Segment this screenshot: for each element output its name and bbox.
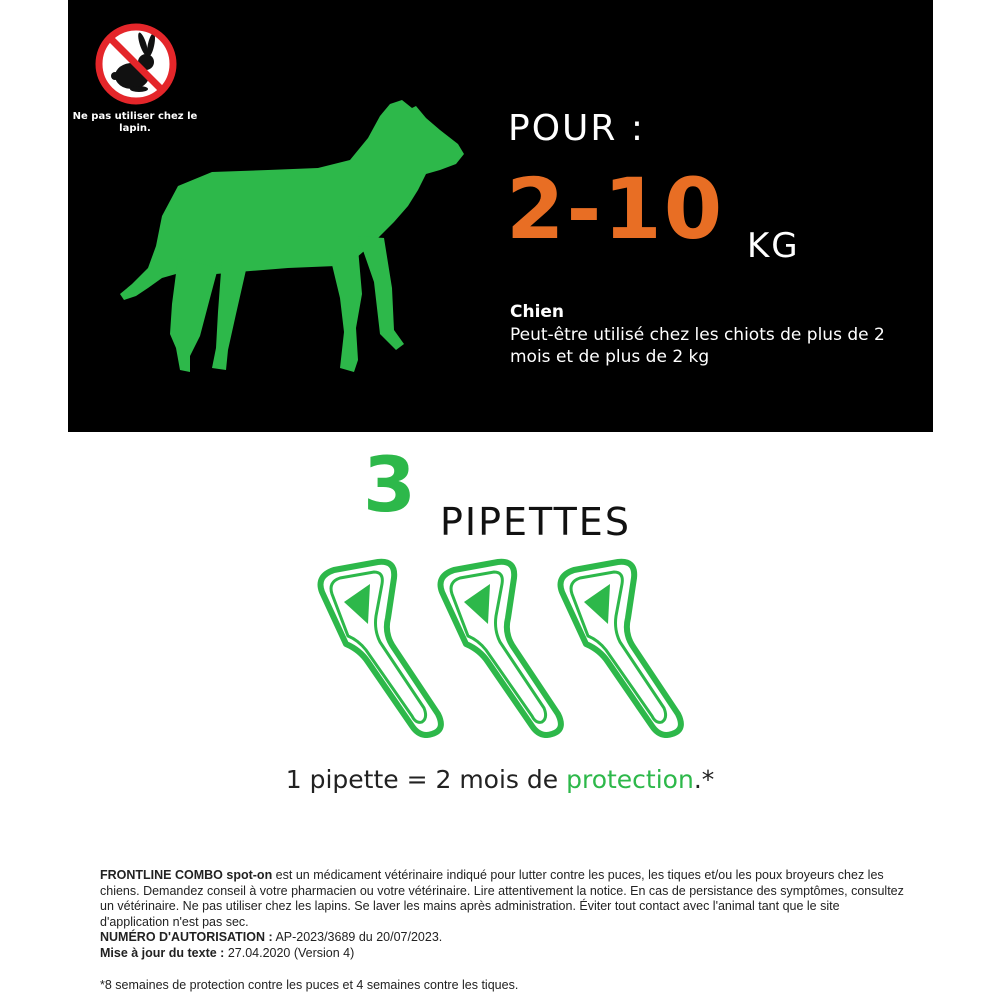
update-line	[100, 946, 910, 962]
pipette-icon	[428, 558, 568, 738]
legal-body: est un médicament vétérinaire indiqué pour lutter contre les puces, les tiques et/ou les poux broyeurs chez les chiens. Demandez conseil à votre pharmacien ou votre vétérinaire. Lire attentivement la notice. En cas de persistance des symptômes, consultez un vétérinaire. Ne pas utiliser chez les lapins. Se laver les mains après administration. Éviter tout contact avec l'animal tant que le site d'application n'est pas sec.	[100, 868, 904, 929]
product-name: FRONTLINE COMBO spot-on	[100, 868, 273, 882]
pipette-count-label: PIPETTES	[440, 500, 631, 544]
update-label: Mise à jour du texte :	[100, 945, 225, 960]
authorization-line	[100, 930, 910, 946]
species-label: Chien	[510, 302, 565, 322]
dog-silhouette-icon	[118, 98, 468, 388]
authorization-label: NUMÉRO D'AUTORISATION :	[100, 930, 273, 944]
pipette-icon	[308, 558, 448, 738]
legal-notice	[100, 868, 910, 961]
weight-range: 2-10	[506, 160, 725, 258]
authorization-value: AP-2023/3689 du 20/07/2023.	[272, 930, 443, 944]
update-value: 27.04.2020 (Version 4)	[224, 945, 355, 960]
footnote: *8 semaines de protection contre les puces et 4 semaines contre les tiques.	[100, 978, 519, 992]
weight-unit: KG	[747, 226, 800, 266]
tagline-suffix: .*	[693, 765, 715, 794]
protection-tagline	[0, 765, 1000, 794]
tagline-highlight: protection	[566, 765, 694, 794]
tagline-prefix: 1 pipette = 2 mois de	[285, 765, 567, 794]
pour-label: POUR :	[508, 108, 645, 149]
pipette-count: 3	[363, 440, 416, 529]
no-rabbit-icon	[92, 20, 180, 108]
species-description: Peut-être utilisé chez les chiots de plus de 2 mois et de plus de 2 kg	[510, 325, 885, 367]
pipette-icon	[548, 558, 688, 738]
rabbit-warning-text: Ne pas utiliser chez le lapin.	[72, 111, 198, 134]
legal-paragraph	[100, 868, 910, 930]
